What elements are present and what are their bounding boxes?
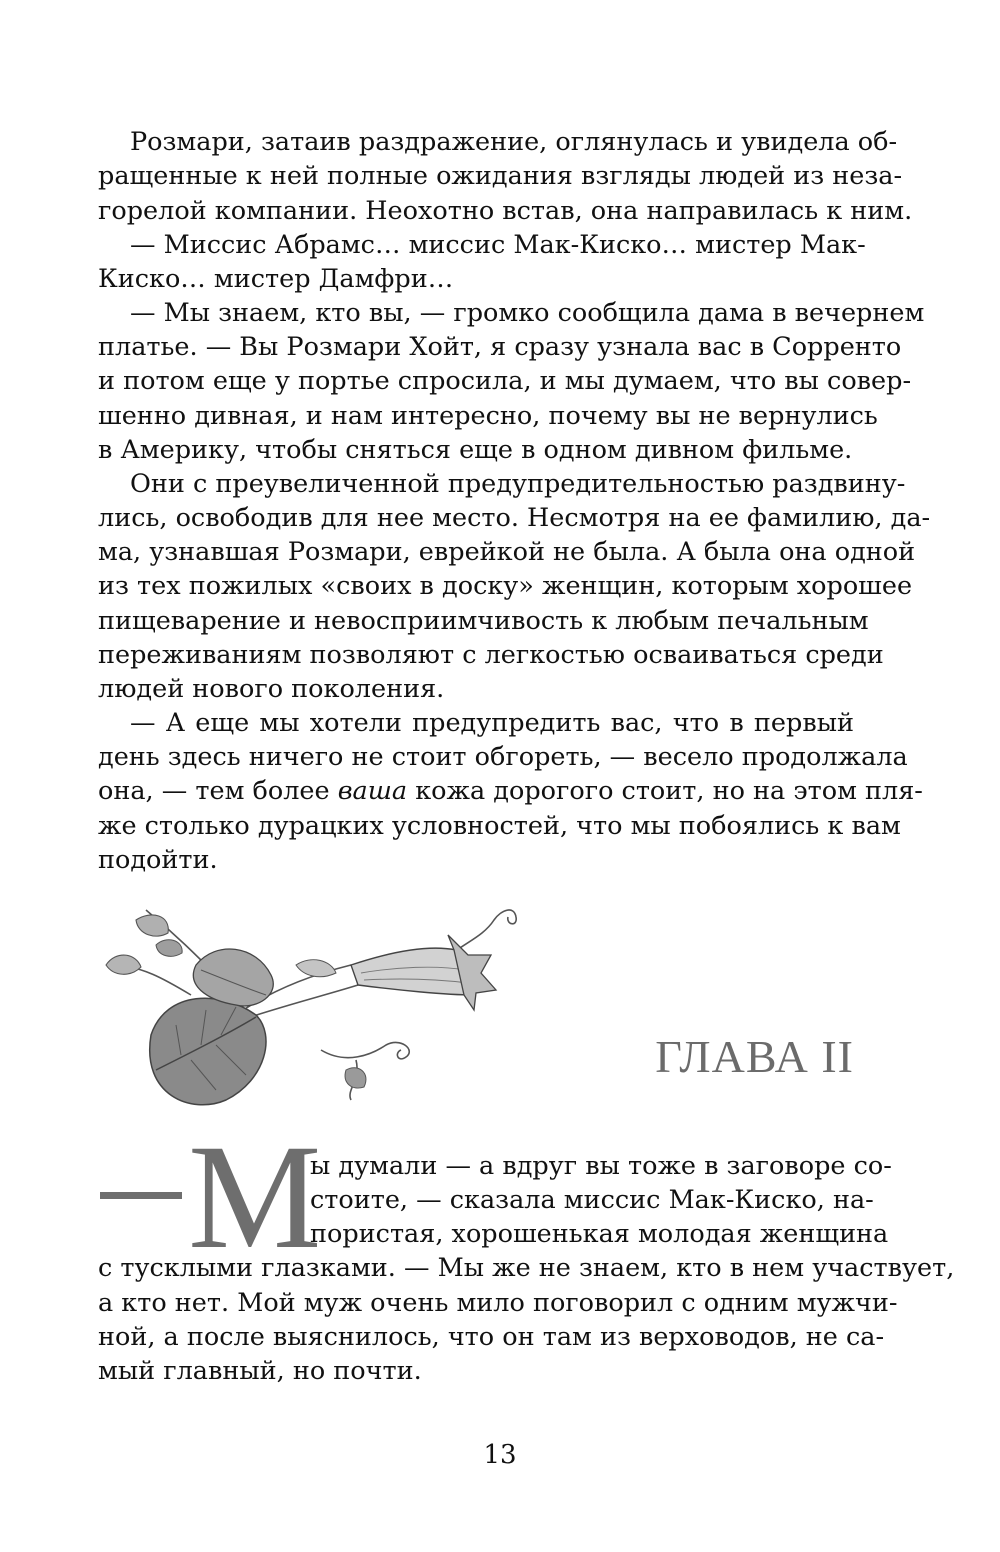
text-line: Киско… мистер Дамфри… bbox=[98, 264, 454, 294]
text-line: горелой компании. Неохотно встав, она направилась к ним. bbox=[98, 196, 913, 226]
text-line bbox=[98, 775, 923, 807]
text-line: подойти. bbox=[98, 845, 218, 875]
text-line: людей нового поколения. bbox=[98, 674, 445, 704]
text-line: Розмари, затаив раздражение, оглянулась и увидела об- bbox=[130, 127, 898, 157]
text-run: кожа дорогого стоит, но на этом пля- bbox=[407, 776, 923, 806]
text-line: и потом еще у портье спросила, и мы думаем, что вы совер- bbox=[98, 366, 912, 396]
text-line: — Мы знаем, кто вы, — громко сообщила дама в вечернем bbox=[130, 298, 925, 328]
text-line: а кто нет. Мой муж очень мило поговорил с одним мужчи- bbox=[98, 1288, 898, 1318]
text-line: — Миссис Абрамс… миссис Мак-Киско… мистер Мак- bbox=[130, 230, 866, 260]
dropcap-letter: М bbox=[188, 1114, 322, 1280]
text-line: Они с преувеличенной предупредительностью раздвину- bbox=[130, 469, 906, 499]
text-line: платье. — Вы Розмари Хойт, я сразу узнала вас в Сорренто bbox=[98, 332, 902, 362]
text-line: день здесь ничего не стоит обгореть, — весело продолжала bbox=[98, 742, 908, 772]
text-line: в Америку, чтобы сняться еще в одном дивном фильме. bbox=[98, 435, 853, 465]
text-line: ы думали — а вдруг вы тоже в заговоре со- bbox=[310, 1151, 892, 1181]
vine-flower-leaf-illustration-icon bbox=[96, 895, 536, 1120]
dropcap-dash bbox=[100, 1192, 182, 1199]
text-line: переживаниям позволяют с легкостью осваиваться среди bbox=[98, 640, 884, 670]
text-line: же столько дурацких условностей, что мы побоялись к вам bbox=[98, 811, 901, 841]
text-line: пищеварение и невосприимчивость к любым печальным bbox=[98, 606, 869, 636]
text-line: шенно дивная, и нам интересно, почему вы не вернулись bbox=[98, 401, 878, 431]
page-number: 13 bbox=[483, 1440, 517, 1470]
chapter-title: ГЛАВА II bbox=[655, 1031, 854, 1082]
text-line: пористая, хорошенькая молодая женщина bbox=[310, 1219, 889, 1249]
text-line: из тех пожилых «своих в доску» женщин, которым хорошее bbox=[98, 571, 913, 601]
text-line: лись, освободив для нее место. Несмотря на ее фамилию, да- bbox=[98, 503, 931, 533]
text-line: стоите, — сказала миссис Мак-Киско, на- bbox=[310, 1185, 874, 1215]
text-line: — А еще мы хотели предупредить вас, что в первый bbox=[130, 708, 854, 738]
text-line: с тусклыми глазками. — Мы же не знаем, кто в нем участвует, bbox=[98, 1253, 955, 1283]
text-line: ма, узнавшая Розмари, еврейкой не была. А была она одной bbox=[98, 537, 916, 567]
emphasized-word: ваша bbox=[337, 776, 408, 806]
text-line: мый главный, но почти. bbox=[98, 1356, 422, 1386]
text-run: она, — тем более bbox=[98, 776, 338, 806]
dropcap-dash-glyph bbox=[100, 1207, 101, 1208]
text-line: ной, а после выяснилось, что он там из верховодов, не са- bbox=[98, 1322, 885, 1352]
text-line: ращенные к ней полные ожидания взгляды людей из неза- bbox=[98, 161, 903, 191]
